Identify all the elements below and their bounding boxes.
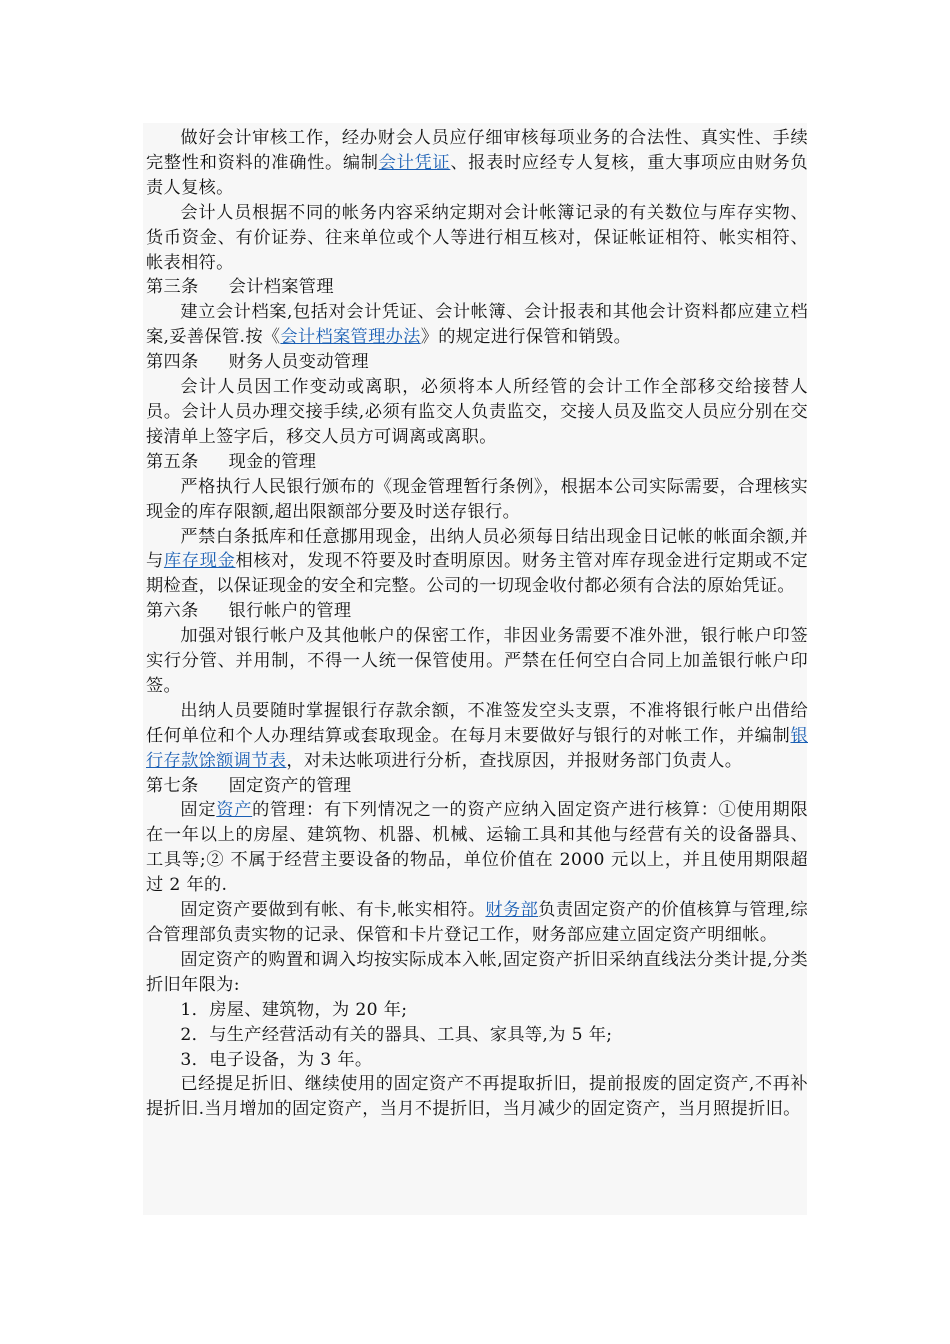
article-5-heading: 第五条 现金的管理 — [146, 451, 317, 472]
paragraph-fixed-assets-definition: 固定资产的管理：有下列情况之一的资产应纳入固定资产进行核算：①使用期限在一年以上的房屋、建筑物、机器、机械、运输工具和其他与经营有关的设备器具、工具等;② 不属于经营主要设备的物品，单位价值在 2000 元以上，并且使用期限超过 2 年的. — [146, 800, 808, 896]
paragraph-bank-balance: 出纳人员要随时掌握银行存款余额，不准签发空头支票，不准将银行帐户出借给任何单位和个人办理结算或套取现金。在每月末要做好与银行的对帐工作，并编制银行存款馀额调节表，对未达帐项进行分析，查找原因，并报财务部门负责人。 — [146, 700, 808, 771]
paragraph-archives: 建立会计档案,包括对会计凭证、会计帐簿、会计报表和其他会计资料都应建立档案,妥善保管.按《会计档案管理办法》的规定进行保管和销毁。 — [146, 302, 808, 348]
list-item: 1．房屋、建筑物，为 20 年; — [180, 999, 408, 1020]
paragraph-cash-regulation: 严格执行人民银行颁布的《现金管理暂行条例》，根据本公司实际需要，合理核实现金的库存限额,超出限额部分要及时送存银行。 — [146, 476, 808, 522]
paragraph-fixed-assets-responsibility: 固定资产要做到有帐、有卡,帐实相符。财务部负责固定资产的价值核算与管理,综合管理部负责实物的记录、保管和卡片登记工作，财务部应建立固定资产明细帐。 — [146, 900, 808, 945]
link-archive-measures[interactable]: 会计档案管理办法 — [280, 327, 421, 348]
paragraph-cash-control: 严禁白条抵库和任意挪用现金，出纳人员必须每日结出现金日记帐的帐面余额,并与库存现金相核对，发现不符要及时查明原因。财务主管对库存现金进行定期或不定期检查，以保证现金的安全和完整。公司的一切现金收付都必须有合法的原始凭证。 — [146, 526, 808, 597]
article-4-heading: 第四条 财务人员变动管理 — [146, 352, 369, 373]
paragraph-depreciation-rules: 已经提足折旧、继续使用的固定资产不再提取折旧，提前报废的固定资产,不再补提折旧.当月增加的固定资产，当月不提折旧，当月减少的固定资产，当月照提折旧。 — [146, 1074, 808, 1120]
article-7-heading: 第七条 固定资产的管理 — [146, 775, 352, 796]
document-body — [146, 126, 808, 1122]
link-assets[interactable]: 资产 — [216, 800, 253, 821]
link-bank-reconciliation[interactable]: 银行存款馀额调节表 — [146, 725, 808, 771]
article-3-heading: 第三条 会计档案管理 — [146, 277, 334, 298]
link-accounting-voucher[interactable]: 会计凭证 — [378, 152, 451, 173]
paragraph-reconciliation: 会计人员根据不同的帐务内容采纳定期对会计帐簿记录的有关数位与库存实物、货币资金、有价证券、往来单位或个人等进行相互核对，保证帐证相符、帐实相符、帐表相符。 — [146, 202, 808, 273]
link-cash-on-hand[interactable]: 库存现金 — [163, 551, 236, 572]
list-item: 3．电子设备，为 3 年。 — [180, 1049, 373, 1070]
paragraph-depreciation: 固定资产的购置和调入均按实际成本入帐,固定资产折旧采纳直线法分类计提,分类折旧年限为: — [146, 949, 808, 995]
paragraph-staff-change: 会计人员因工作变动或离职，必须将本人所经管的会计工作全部移交给接替人员。会计人员办理交接手续,必须有监交人负责监交，交接人员及监交人员应分别在交接清单上签字后，移交人员方可调离或离职。 — [146, 377, 808, 447]
paragraph-bank-secrecy: 加强对银行帐户及其他帐户的保密工作，非因业务需要不准外泄，银行帐户印签实行分管、并用制，不得一人统一保管使用。严禁在任何空白合同上加盖银行帐户印签。 — [146, 626, 808, 696]
article-6-heading: 第六条 银行帐户的管理 — [146, 601, 352, 622]
list-item: 2．与生产经营活动有关的器具、工具、家具等,为 5 年; — [180, 1024, 613, 1045]
paragraph-audit: 做好会计审核工作，经办财会人员应仔细审核每项业务的合法性、真实性、手续完整性和资料的准确性。编制会计凭证、报表时应经专人复核，重大事项应由财务负责人复核。 — [146, 128, 808, 198]
link-finance-department[interactable]: 财务部 — [485, 900, 539, 921]
